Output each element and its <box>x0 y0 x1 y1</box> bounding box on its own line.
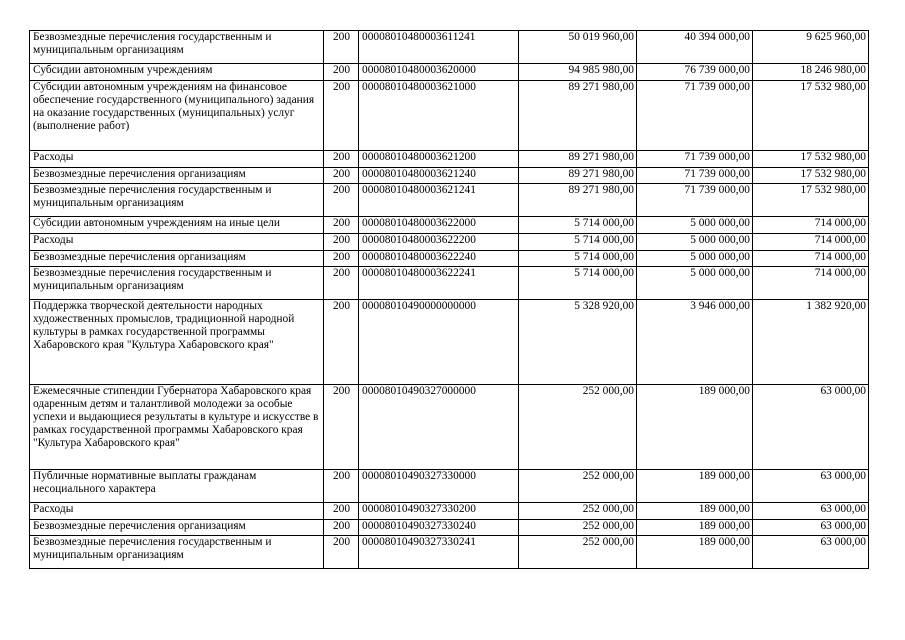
row-name-cell: Расходы <box>30 234 324 251</box>
table-row <box>30 251 869 267</box>
row-value-3-cell: 714 000,00 <box>753 267 869 300</box>
row-csr-cell: 00008010490327330200 <box>359 503 519 520</box>
row-code-cell: 200 <box>324 81 359 151</box>
row-code-cell: 200 <box>324 234 359 251</box>
table-row <box>30 217 869 234</box>
budget-table-body <box>30 31 869 569</box>
row-value-3-cell: 18 246 980,00 <box>753 64 869 81</box>
row-value-2-cell: 71 739 000,00 <box>637 184 753 217</box>
row-value-2-cell: 5 000 000,00 <box>637 234 753 251</box>
row-value-1-cell: 89 271 980,00 <box>519 151 637 168</box>
row-value-2-cell: 76 739 000,00 <box>637 64 753 81</box>
row-csr-cell: 00008010480003621241 <box>359 184 519 217</box>
row-code-cell: 200 <box>324 503 359 520</box>
table-row <box>30 64 869 81</box>
row-name-cell: Субсидии автономным учреждениям <box>30 64 324 81</box>
row-value-1-cell: 252 000,00 <box>519 520 637 536</box>
row-csr-cell: 00008010490000000000 <box>359 300 519 385</box>
row-csr-cell: 00008010490327330240 <box>359 520 519 536</box>
row-value-3-cell: 63 000,00 <box>753 470 869 503</box>
row-name-cell: Безвозмездные перечисления государственным и муниципальным организациям <box>30 536 324 569</box>
table-row <box>30 31 869 64</box>
row-value-3-cell: 1 382 920,00 <box>753 300 869 385</box>
row-value-1-cell: 89 271 980,00 <box>519 81 637 151</box>
row-name-cell: Безвозмездные перечисления государственным и муниципальным организациям <box>30 31 324 64</box>
row-value-3-cell: 17 532 980,00 <box>753 81 869 151</box>
row-value-1-cell: 252 000,00 <box>519 385 637 470</box>
row-value-2-cell: 3 946 000,00 <box>637 300 753 385</box>
row-value-2-cell: 40 394 000,00 <box>637 31 753 64</box>
row-value-2-cell: 189 000,00 <box>637 536 753 569</box>
row-value-1-cell: 5 328 920,00 <box>519 300 637 385</box>
row-value-1-cell: 5 714 000,00 <box>519 251 637 267</box>
row-value-2-cell: 71 739 000,00 <box>637 81 753 151</box>
row-value-3-cell: 63 000,00 <box>753 536 869 569</box>
row-name-cell: Ежемесячные стипендии Губернатора Хабаровского края одаренным детям и талантливой молодежи за особые успехи и выдающиеся результаты в культуре и искусстве в рамках государственной программы Хабаровского края "Культура Хабаровского края" <box>30 385 324 470</box>
row-value-1-cell: 252 000,00 <box>519 470 637 503</box>
table-row <box>30 267 869 300</box>
row-value-1-cell: 50 019 960,00 <box>519 31 637 64</box>
row-name-cell: Субсидии автономным учреждениям на иные цели <box>30 217 324 234</box>
row-code-cell: 200 <box>324 470 359 503</box>
row-value-1-cell: 89 271 980,00 <box>519 184 637 217</box>
row-code-cell: 200 <box>324 251 359 267</box>
row-csr-cell: 00008010490327330241 <box>359 536 519 569</box>
row-csr-cell: 00008010480003622241 <box>359 267 519 300</box>
row-value-2-cell: 71 739 000,00 <box>637 168 753 184</box>
budget-table <box>29 30 869 569</box>
row-value-3-cell: 63 000,00 <box>753 520 869 536</box>
row-value-2-cell: 189 000,00 <box>637 520 753 536</box>
row-csr-cell: 00008010480003621000 <box>359 81 519 151</box>
row-value-1-cell: 252 000,00 <box>519 536 637 569</box>
row-value-1-cell: 5 714 000,00 <box>519 217 637 234</box>
row-code-cell: 200 <box>324 520 359 536</box>
row-code-cell: 200 <box>324 168 359 184</box>
row-value-3-cell: 9 625 960,00 <box>753 31 869 64</box>
row-value-3-cell: 63 000,00 <box>753 503 869 520</box>
row-value-2-cell: 189 000,00 <box>637 470 753 503</box>
row-csr-cell: 00008010490327000000 <box>359 385 519 470</box>
row-value-3-cell: 63 000,00 <box>753 385 869 470</box>
row-value-3-cell: 714 000,00 <box>753 251 869 267</box>
table-row <box>30 151 869 168</box>
row-code-cell: 200 <box>324 267 359 300</box>
table-row <box>30 536 869 569</box>
row-csr-cell: 00008010480003622240 <box>359 251 519 267</box>
row-code-cell: 200 <box>324 31 359 64</box>
row-name-cell: Расходы <box>30 503 324 520</box>
row-code-cell: 200 <box>324 151 359 168</box>
row-csr-cell: 00008010480003620000 <box>359 64 519 81</box>
row-value-2-cell: 189 000,00 <box>637 503 753 520</box>
table-row <box>30 300 869 385</box>
row-value-1-cell: 5 714 000,00 <box>519 267 637 300</box>
row-csr-cell: 00008010490327330000 <box>359 470 519 503</box>
row-value-2-cell: 71 739 000,00 <box>637 151 753 168</box>
row-csr-cell: 00008010480003611241 <box>359 31 519 64</box>
row-name-cell: Публичные нормативные выплаты гражданам несоциального характера <box>30 470 324 503</box>
row-value-1-cell: 89 271 980,00 <box>519 168 637 184</box>
row-value-2-cell: 5 000 000,00 <box>637 217 753 234</box>
table-row <box>30 81 869 151</box>
row-value-1-cell: 5 714 000,00 <box>519 234 637 251</box>
table-row <box>30 503 869 520</box>
row-value-3-cell: 17 532 980,00 <box>753 184 869 217</box>
row-code-cell: 200 <box>324 536 359 569</box>
row-name-cell: Безвозмездные перечисления организациям <box>30 168 324 184</box>
row-value-3-cell: 17 532 980,00 <box>753 151 869 168</box>
row-code-cell: 200 <box>324 64 359 81</box>
table-row <box>30 234 869 251</box>
row-value-3-cell: 714 000,00 <box>753 217 869 234</box>
row-csr-cell: 00008010480003621200 <box>359 151 519 168</box>
row-value-2-cell: 189 000,00 <box>637 385 753 470</box>
row-value-2-cell: 5 000 000,00 <box>637 267 753 300</box>
row-name-cell: Безвозмездные перечисления государственным и муниципальным организациям <box>30 184 324 217</box>
table-row <box>30 470 869 503</box>
row-code-cell: 200 <box>324 385 359 470</box>
row-csr-cell: 00008010480003622000 <box>359 217 519 234</box>
row-value-1-cell: 94 985 980,00 <box>519 64 637 81</box>
table-row <box>30 520 869 536</box>
row-value-3-cell: 714 000,00 <box>753 234 869 251</box>
row-code-cell: 200 <box>324 300 359 385</box>
row-name-cell: Субсидии автономным учреждениям на финансовое обеспечение государственного (муниципального) задания на оказание государственных (муниципальных) услуг (выполнение работ) <box>30 81 324 151</box>
row-value-3-cell: 17 532 980,00 <box>753 168 869 184</box>
row-name-cell: Безвозмездные перечисления организациям <box>30 251 324 267</box>
row-name-cell: Безвозмездные перечисления государственным и муниципальным организациям <box>30 267 324 300</box>
row-csr-cell: 00008010480003621240 <box>359 168 519 184</box>
row-name-cell: Поддержка творческой деятельности народных художественных промыслов, традиционной народной культуры в рамках государственной программы Хабаровского края "Культура Хабаровского края" <box>30 300 324 385</box>
row-code-cell: 200 <box>324 217 359 234</box>
table-row <box>30 168 869 184</box>
table-row <box>30 184 869 217</box>
row-code-cell: 200 <box>324 184 359 217</box>
row-value-2-cell: 5 000 000,00 <box>637 251 753 267</box>
row-name-cell: Расходы <box>30 151 324 168</box>
table-row <box>30 385 869 470</box>
row-csr-cell: 00008010480003622200 <box>359 234 519 251</box>
row-name-cell: Безвозмездные перечисления организациям <box>30 520 324 536</box>
row-value-1-cell: 252 000,00 <box>519 503 637 520</box>
